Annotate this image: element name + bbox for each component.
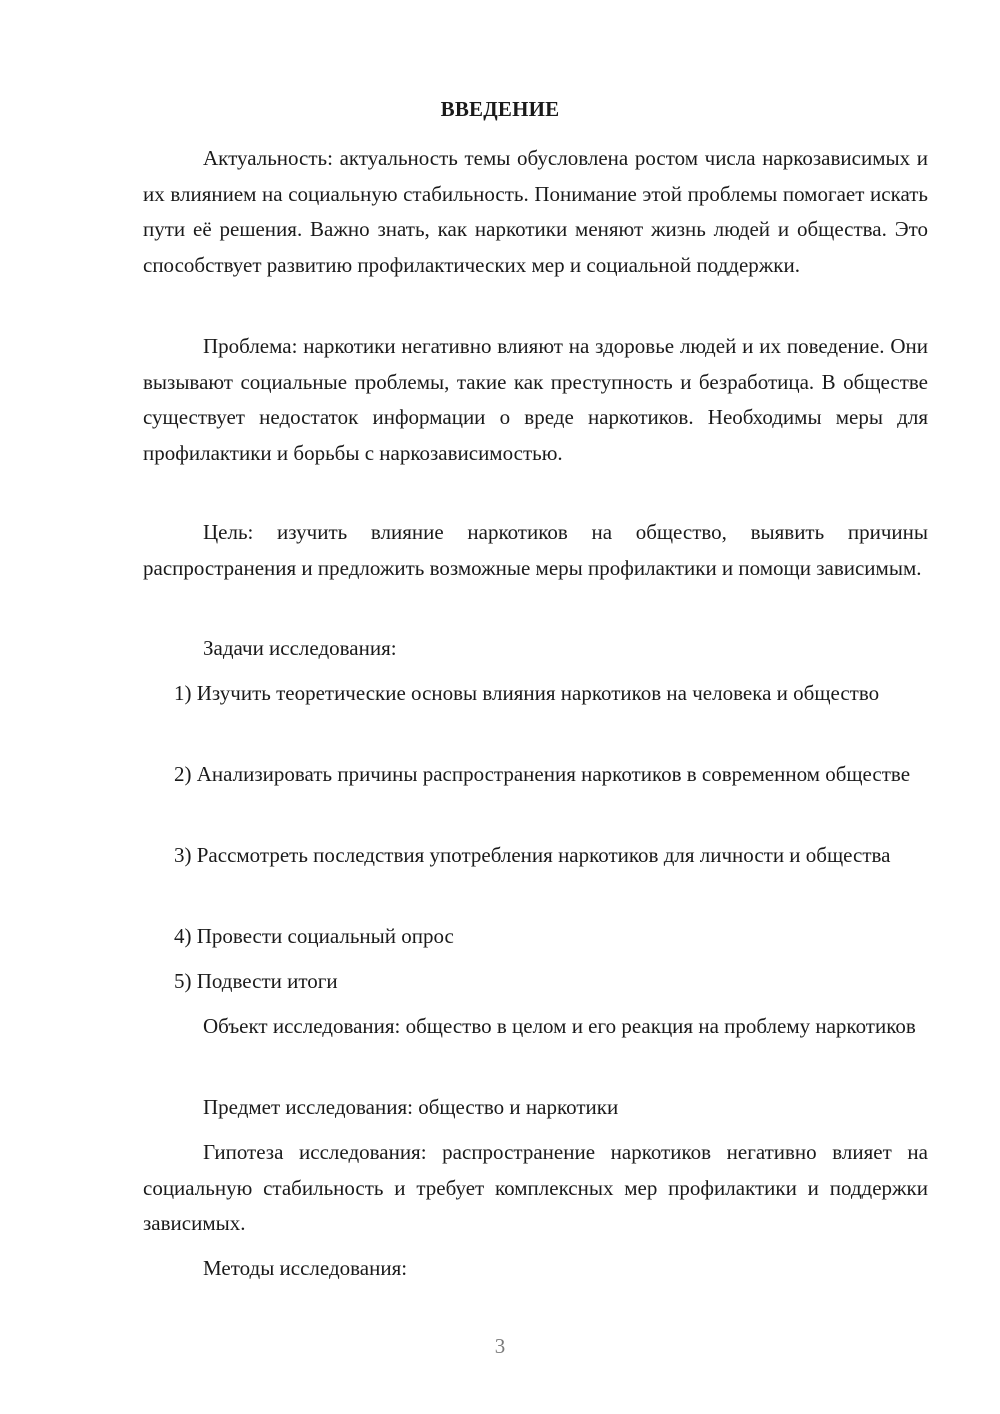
paragraph-hypothesis: Гипотеза исследования: распространение наркотиков негативно влияет на социальную стабильность и требует комплексных мер профилактики и поддержки зависимых. — [143, 1140, 928, 1235]
task-item-4: 4) Провести социальный опрос — [174, 924, 454, 948]
paragraph-tasks-heading: Задачи исследования: — [203, 636, 397, 660]
paragraph-methods: Методы исследования: — [203, 1256, 408, 1280]
page-number: 3 — [494, 1334, 506, 1358]
page-title: ВВЕДЕНИЕ — [440, 97, 560, 121]
paragraph-relevance: Актуальность: актуальность темы обусловлена ростом числа наркозависимых и их влиянием на социальную стабильность. Понимание этой проблемы помогает искать пути её решения. Важно знать, как наркотики меняют жизнь людей и общества. Это способствует развитию профилактических мер и социальной поддержки. — [143, 146, 928, 277]
task-item-5: 5) Подвести итоги — [174, 969, 338, 993]
task-item-1: 1) Изучить теоретические основы влияния наркотиков на человека и общество — [174, 681, 880, 705]
paragraph-goal: Цель: изучить влияние наркотиков на общество, выявить причины распространения и предложить возможные меры профилактики и помощи зависимым. — [143, 520, 928, 580]
paragraph-object: Объект исследования: общество в целом и его реакция на проблему наркотиков — [203, 1014, 916, 1038]
paragraph-subject: Предмет исследования: общество и наркотики — [203, 1095, 619, 1119]
task-item-3: 3) Рассмотреть последствия употребления наркотиков для личности и общества — [174, 843, 891, 867]
task-item-2: 2) Анализировать причины распространения наркотиков в современном обществе — [174, 762, 911, 786]
paragraph-problem: Проблема: наркотики негативно влияют на здоровье людей и их поведение. Они вызывают социальные проблемы, такие как преступность и безработица. В обществе существует недостаток информации о вреде наркотиков. Необходимы меры для профилактики и борьбы с наркозависимостью. — [143, 334, 928, 465]
